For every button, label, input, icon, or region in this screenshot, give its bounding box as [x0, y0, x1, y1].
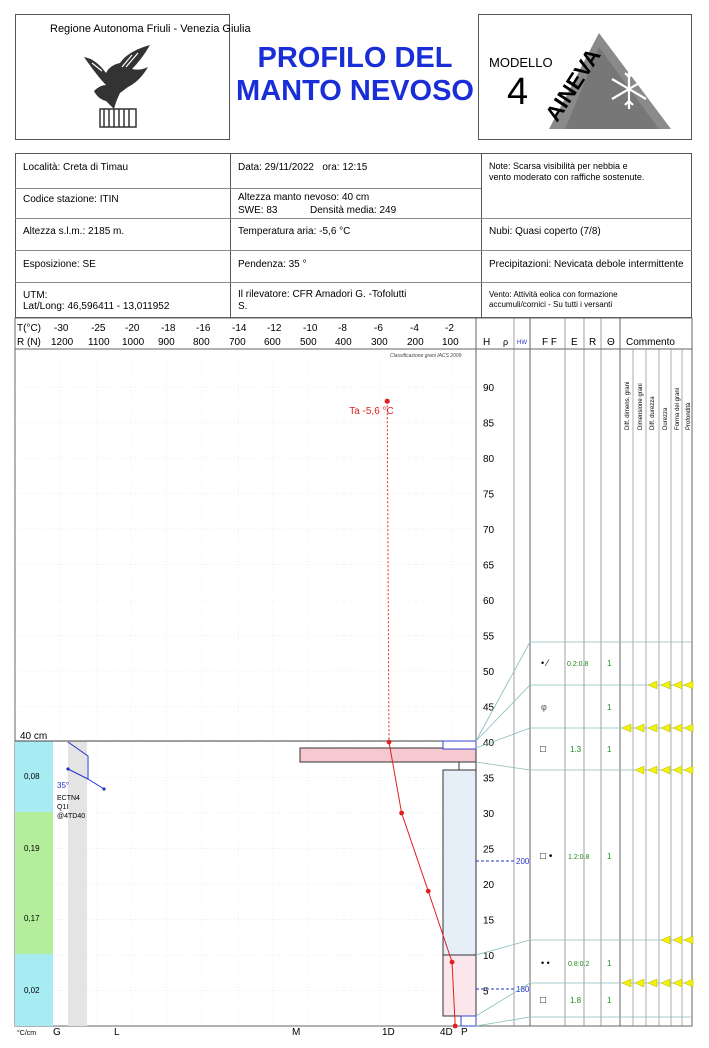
info-codice: Codice stazione: ITIN [23, 194, 119, 205]
air-temp-label: Ta -5,6 °C [349, 406, 394, 418]
comment-marker [661, 766, 670, 774]
comment-column-header: Forma dei grani [675, 387, 681, 430]
comment-marker [673, 979, 682, 987]
h-tick-label: 45 [483, 702, 495, 714]
bottom-m-label: M [292, 1027, 301, 1038]
r-tick-label: 700 [229, 337, 246, 348]
layer-4-e: 1.2:0.8 [568, 854, 590, 861]
t-tick-label: -18 [161, 323, 176, 334]
layer-2-theta: 1 [607, 703, 612, 712]
info-divider [15, 218, 692, 219]
comment-marker [648, 724, 657, 732]
h-tick-label: 40 [483, 738, 495, 749]
header-left-box [15, 14, 251, 140]
h-tick-label: 50 [483, 667, 495, 678]
bottom-1d-label: 1D [382, 1027, 395, 1038]
info-divider [15, 188, 481, 189]
page-title-line-1: PROFILO DEL [257, 42, 453, 74]
info-vento-1: Vento: Attività eolica con formazione [489, 290, 618, 299]
h-tick-label: 55 [483, 631, 495, 643]
info-localita: Località: Creta di Timau [23, 162, 129, 173]
info-vento-2: accumuli/cornici - Su tutti i versanti [489, 300, 613, 309]
comment-column-header: Durezza [663, 407, 669, 430]
layer-5-theta: 1 [607, 959, 612, 968]
layer-5-ff: • • [541, 958, 550, 968]
info-utm: UTM: [23, 290, 48, 301]
comment-marker [673, 936, 682, 944]
r-tick-label: 100 [442, 337, 459, 348]
h-tick-label: 85 [483, 418, 495, 430]
layer-1-ff: • ⁄ [541, 658, 549, 668]
layer-3-ff: □ [540, 744, 547, 755]
r-tick-label: 1100 [88, 337, 110, 348]
t-tick-label: -8 [338, 323, 347, 334]
comment-marker [648, 681, 657, 689]
h-tick-label: 5 [483, 986, 489, 998]
hardness-bar-crust [300, 748, 476, 762]
test-point [102, 787, 105, 790]
layer-label-3: 0,17 [24, 914, 40, 923]
r-tick-label: 600 [264, 337, 281, 348]
hardness-bar-bottom [461, 1016, 476, 1026]
aineva-logo-icon [540, 29, 673, 129]
layer-4-theta: 1 [607, 852, 612, 861]
info-divider [15, 282, 692, 283]
info-note-2: vento moderato con raffiche sostenute. [489, 172, 645, 182]
h-tick-label: 10 [483, 951, 495, 962]
comment-marker [661, 724, 670, 732]
hw-value-200: 200 [516, 857, 530, 866]
h-tick-label: 90 [483, 383, 495, 394]
snow-temp-point [450, 960, 455, 965]
col-header-r: R [589, 337, 597, 348]
r-axis-label: R (N) [17, 337, 41, 348]
layer-2-ff: φ [541, 702, 547, 712]
info-pendenza: Pendenza: 35 ° [238, 259, 307, 270]
col-header-ff: F F [542, 337, 557, 348]
info-nubi: Nubi: Quasi coperto (7/8) [489, 226, 601, 237]
h-tick-label: 80 [483, 454, 495, 465]
bottom-l-label: L [114, 1027, 120, 1038]
col-header-e: E [571, 337, 578, 348]
bottom-p-label: P [461, 1027, 468, 1038]
bottom-unit-label: °C/cm [17, 1030, 37, 1037]
layer-6-e: 1.8 [570, 996, 582, 1005]
layer-6-ff: □ [540, 995, 547, 1006]
info-altezza-slm: Altezza s.l.m.: 2185 m. [23, 226, 125, 237]
h-tick-label: 65 [483, 560, 495, 572]
info-divider [15, 250, 692, 251]
col-header-theta: Θ [607, 337, 615, 348]
t-tick-label: -12 [267, 323, 282, 334]
ram-column [68, 741, 87, 1026]
layer-1-e: 0.2:0.8 [567, 661, 589, 668]
layer-label-4: 0,02 [24, 986, 40, 995]
layer-4-ff: □ • [540, 851, 553, 862]
t-tick-label: -10 [303, 323, 318, 334]
t-tick-label: -14 [232, 323, 247, 334]
bottom-4d-label: 4D [440, 1027, 453, 1038]
comment-marker [635, 979, 644, 987]
comment-marker [661, 936, 670, 944]
comment-column-header: Diff. durezza [650, 396, 656, 430]
t-tick-label: -20 [125, 323, 140, 334]
comment-marker [684, 979, 693, 987]
snow-temp-point [387, 740, 392, 745]
comment-marker [635, 724, 644, 732]
info-densita: Densità media: 249 [310, 205, 397, 216]
t-axis-label: T(°C) [17, 323, 41, 334]
comment-marker [622, 724, 631, 732]
page-title-line-2: MANTO NEVOSO [236, 75, 474, 107]
col-header-rho: ρ [503, 337, 509, 347]
air-temp-point [385, 399, 390, 404]
r-tick-label: 200 [407, 337, 424, 348]
t-tick-label: -30 [54, 323, 69, 334]
classificazione-label: Classificazione grani IACS 2009 [390, 353, 462, 359]
col-header-h: H [483, 337, 491, 348]
r-tick-label: 300 [371, 337, 388, 348]
comment-column-header: Dimensione grani [638, 383, 644, 430]
layer-5-e: 0.8:0.2 [568, 961, 590, 968]
test-result-2: Q1I [57, 804, 69, 811]
h-tick-label: 15 [483, 915, 495, 927]
modello-number: 4 [507, 71, 529, 113]
h-tick-label: 35 [483, 773, 495, 785]
layer-label-1: 0,08 [24, 772, 40, 781]
r-tick-label: 1200 [51, 337, 74, 348]
t-tick-label: -6 [374, 323, 383, 334]
snow-profile-chart [0, 318, 709, 1048]
comment-marker [673, 766, 682, 774]
layer-3-e: 1.3 [570, 745, 582, 754]
snow-temp-point [426, 889, 431, 894]
comment-marker [684, 766, 693, 774]
r-tick-label: 1000 [122, 337, 145, 348]
aineva-logo-text: AINEVA [540, 43, 606, 126]
h-tick-label: 30 [483, 809, 495, 820]
t-tick-label: -25 [91, 323, 106, 334]
info-rilevatore: Il rilevatore: CFR Amadori G. -Tofolutti [238, 289, 407, 300]
comment-marker [661, 979, 670, 987]
test-result-1: ECTN4 [57, 795, 80, 802]
test-result-3: @4TD40 [57, 813, 86, 820]
comment-marker [684, 681, 693, 689]
h-tick-label: 25 [483, 844, 495, 856]
r-tick-label: 800 [193, 337, 210, 348]
test-point [66, 767, 69, 770]
comment-column-header: Diff. dimens. grani [625, 381, 631, 430]
hs-label: 40 cm [20, 731, 48, 742]
layer-band-middle [15, 812, 53, 954]
info-latlong: Lat/Long: 46,596411 - 13,011952 [23, 301, 170, 312]
eagle-emblem-icon [76, 41, 156, 131]
info-esposizione: Esposizione: SE [23, 259, 96, 270]
info-divider [481, 153, 482, 318]
page-title [232, 42, 478, 108]
comment-marker [648, 766, 657, 774]
snow-temp-point [399, 811, 404, 816]
comment-marker [648, 979, 657, 987]
h-tick-label: 60 [483, 596, 495, 607]
info-rilevatore-2: S. [238, 301, 248, 312]
r-tick-label: 500 [300, 337, 317, 348]
h-tick-label: 70 [483, 525, 495, 536]
h-tick-label: 20 [483, 880, 495, 891]
layer-1-theta: 1 [607, 659, 612, 668]
comment-marker [635, 766, 644, 774]
layer-label-2: 0,19 [24, 844, 40, 853]
t-tick-label: -16 [196, 323, 211, 334]
info-divider [230, 153, 231, 318]
snow-temp-point [453, 1024, 458, 1029]
col-header-commento: Commento [626, 337, 675, 348]
r-tick-label: 900 [158, 337, 175, 348]
header-right-box [478, 14, 692, 140]
hardness-bar-top [443, 741, 476, 749]
hardness-bar-base [443, 955, 476, 1016]
hardness-bar-main [443, 770, 476, 955]
modello-label: MODELLO [489, 55, 553, 70]
layer-6-theta: 1 [607, 996, 612, 1005]
info-precipitazioni: Precipitazioni: Nevicata debole intermittente [489, 259, 684, 270]
info-note-1: Note: Scarsa visibilità per nebbia e [489, 161, 628, 171]
comment-marker [684, 724, 693, 732]
hw-value-180: 180 [516, 985, 530, 994]
comment-marker [673, 681, 682, 689]
comment-column-header: Profondità [686, 402, 692, 430]
h-tick-label: 75 [483, 489, 495, 501]
t-tick-label: -2 [445, 323, 454, 334]
comment-marker [673, 724, 682, 732]
info-swe: SWE: 83 [238, 205, 278, 216]
layer-3-theta: 1 [607, 745, 612, 754]
col-header-hw: HW [517, 340, 527, 346]
comment-marker [684, 936, 693, 944]
region-name: Regione Autonoma Friuli - Venezia Giulia [50, 23, 251, 35]
t-tick-label: -4 [410, 323, 419, 334]
comment-marker [622, 979, 631, 987]
info-data: Data: 29/11/2022 ora: 12:15 [238, 162, 368, 173]
info-temp-aria: Temperatura aria: -5,6 °C [238, 226, 351, 237]
comment-marker [661, 681, 670, 689]
air-temp-line [387, 401, 389, 742]
info-altezza-manto: Altezza manto nevoso: 40 cm [238, 192, 370, 203]
bottom-g-label: G [53, 1027, 61, 1038]
test-angle: 35° [57, 781, 70, 790]
r-tick-label: 400 [335, 337, 352, 348]
